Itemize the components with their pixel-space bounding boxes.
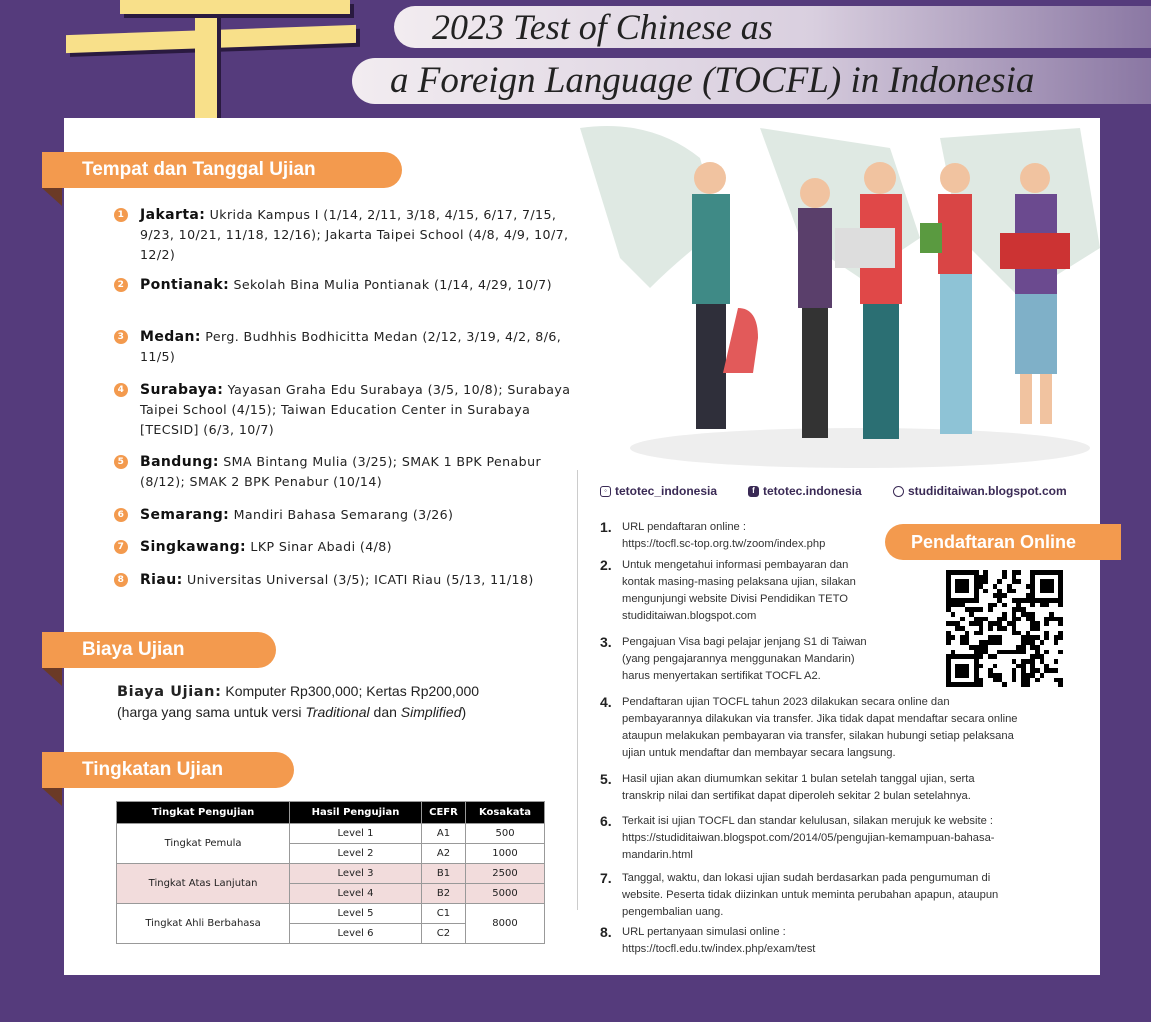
note-item [600, 694, 1018, 762]
fee-text: Komputer Rp300,000; Kertas Rp200,000 [225, 683, 480, 699]
cefr-cell: B2 [421, 884, 465, 904]
levels-table [116, 801, 545, 944]
note-text: Hasil ujian akan diumumkan sekitar 1 bulan setelah tanggal ujian, serta transkrip nilai dan sertifikat dapat diperoleh sekitar 2 bulan setelahnya. [622, 773, 975, 802]
column-header: Tingkat Pengujian [117, 802, 290, 824]
facebook-icon: f [748, 486, 759, 497]
vocab-cell: 8000 [466, 904, 545, 944]
level-cell: Level 2 [290, 844, 422, 864]
column-header: CEFR [421, 802, 465, 824]
title-line-2: a Foreign Language (TOCFL) in Indonesia [352, 58, 1151, 104]
location-item [114, 505, 574, 525]
column-divider [577, 470, 578, 910]
location-detail: Yayasan Graha Edu Surabaya (3/5, 10/8); Surabaya Taipei School (4/15); Taiwan Education Center in Surabaya [TECSID] (6/3, 10/7) [140, 382, 571, 437]
location-item [114, 205, 574, 265]
fee-note-simplified: Simplified [400, 704, 462, 720]
note-text: Terkait isi ujian TOCFL dan standar kelulusan, silakan merujuk ke website : https://studiditaiwan.blogspot.com/2014/05/pengujian-kemampuan-bahasa- mandarin.html [622, 815, 995, 861]
cefr-cell: A1 [421, 824, 465, 844]
note-number: 7. [600, 870, 612, 886]
location-detail: Perg. Budhhis Bodhicitta Medan (2/12, 3/19, 4/2, 8/6, 11/5) [140, 329, 562, 364]
level-cell: Level 4 [290, 884, 422, 904]
location-item [114, 327, 574, 367]
table-row [117, 824, 545, 844]
level-cell: Level 5 [290, 904, 422, 924]
city-name: Medan: [140, 329, 201, 345]
note-number: 1. [600, 519, 612, 535]
note-text: Pengajuan Visa bagi pelajar jenjang S1 di Taiwan (yang pengajarannya menggunakan Mandarin) harus menyertakan sertifikat TOCFL A2. [622, 636, 867, 682]
note-item [600, 634, 867, 685]
fee-label: Biaya Ujian: [117, 684, 222, 700]
student-figure [920, 163, 972, 434]
note-item [600, 924, 815, 958]
globe-icon [893, 486, 904, 497]
note-item [600, 813, 995, 864]
note-text: URL pendaftaran online : https://tocfl.sc-top.org.tw/zoom/index.php [622, 521, 826, 550]
location-detail: Universitas Universal (3/5); ICATI Riau (5/13, 11/18) [187, 572, 534, 587]
note-item [600, 771, 975, 805]
note-number: 4. [600, 694, 612, 710]
city-name: Riau: [140, 572, 183, 588]
fee-note: (harga yang sama untuk versi [117, 704, 306, 720]
online-registration-header: Pendaftaran Online [885, 524, 1121, 560]
location-detail: LKP Sinar Abadi (4/8) [250, 539, 392, 554]
note-number: 5. [600, 771, 612, 787]
level-cell: Level 6 [290, 924, 422, 944]
city-name: Semarang: [140, 507, 230, 523]
student-figure [798, 178, 832, 438]
website-link[interactable] [893, 484, 1067, 498]
note-number: 8. [600, 924, 612, 940]
note-item [600, 870, 998, 921]
instagram-icon: ◦ [600, 486, 611, 497]
student-figure [692, 162, 758, 429]
title-line-1: 2023 Test of Chinese as [394, 6, 1151, 48]
note-text: Untuk mengetahui informasi pembayaran dan kontak masing-masing pelaksana ujian, silakan mengunjungi website Divisi Pendidikan TETO studiditaiwan.blogspot.com [622, 559, 856, 622]
location-item [114, 537, 574, 557]
website-url: studiditaiwan.blogspot.com [908, 484, 1067, 498]
group-cell: Tingkat Ahli Berbahasa [117, 904, 290, 944]
note-number: 6. [600, 813, 612, 829]
table-row [117, 904, 545, 924]
location-item [114, 380, 574, 440]
city-name: Surabaya: [140, 382, 224, 398]
vocab-cell: 1000 [466, 844, 545, 864]
number-badge: 6 [114, 508, 128, 522]
fee-info [117, 681, 479, 722]
note-item [600, 557, 856, 625]
note-text: Tanggal, waktu, dan lokasi ujian sudah berdasarkan pada pengumuman di website. Peserta tidak diizinkan untuk meminta perubahan apapun, ataupun pengembalian uang. [622, 872, 999, 918]
fee-note: ) [461, 704, 467, 720]
number-badge: 7 [114, 540, 128, 554]
note-number: 3. [600, 634, 612, 650]
city-name: Singkawang: [140, 539, 246, 555]
column-header: Kosakata [466, 802, 545, 824]
city-name: Pontianak: [140, 277, 230, 293]
location-detail: Mandiri Bahasa Semarang (3/26) [233, 507, 454, 522]
section-header-levels: Tingkatan Ujian [42, 752, 294, 788]
number-badge: 5 [114, 455, 128, 469]
facebook-link[interactable] [748, 484, 862, 498]
location-item [114, 452, 574, 492]
instagram-link[interactable] [600, 484, 717, 498]
location-detail: Ukrida Kampus I (1/14, 2/11, 3/18, 4/15, 6/17, 7/15, 9/23, 10/21, 11/18, 12/16); Jakarta Taipei School (4/8, 4/9, 10/7, 12/2) [140, 207, 569, 262]
location-item [114, 275, 574, 295]
number-badge: 3 [114, 330, 128, 344]
qr-module [1058, 682, 1063, 687]
location-detail: SMA Bintang Mulia (3/25); SMAK 1 BPK Penabur (8/12); SMAK 2 BPK Penabur (10/14) [140, 454, 542, 489]
instagram-handle: tetotec_indonesia [615, 484, 718, 498]
group-cell: Tingkat Pemula [117, 824, 290, 864]
group-cell: Tingkat Atas Lanjutan [117, 864, 290, 904]
cefr-cell: A2 [421, 844, 465, 864]
vocab-cell: 2500 [466, 864, 545, 884]
level-cell: Level 1 [290, 824, 422, 844]
number-badge: 4 [114, 383, 128, 397]
vocab-cell: 5000 [466, 884, 545, 904]
students-illustration [560, 118, 1100, 468]
number-badge: 1 [114, 208, 128, 222]
qr-code[interactable] [946, 570, 1063, 687]
column-header: Hasil Pengujian [290, 802, 422, 824]
level-cell: Level 3 [290, 864, 422, 884]
number-badge: 8 [114, 573, 128, 587]
location-item [114, 570, 574, 590]
note-text: URL pertanyaan simulasi online : https://tocfl.edu.tw/index.php/exam/test [622, 926, 816, 955]
table-header-row [117, 802, 545, 824]
location-detail: Sekolah Bina Mulia Pontianak (1/14, 4/29, 10/7) [233, 277, 552, 292]
number-badge: 2 [114, 278, 128, 292]
cefr-cell: C1 [421, 904, 465, 924]
cefr-cell: C2 [421, 924, 465, 944]
fee-note: dan [369, 704, 401, 720]
cefr-cell: B1 [421, 864, 465, 884]
section-header-places: Tempat dan Tanggal Ujian [42, 152, 402, 188]
note-text: Pendaftaran ujian TOCFL tahun 2023 dilakukan secara online dan pembayarannya dilakukan via transfer. Jika tidak dapat mendaftar secara online ataupun melakukan pembayaran via transfer, silakan hubungi setiap pelaksana ujian untuk mendaftar dan membayar secara langsung. [622, 696, 1018, 759]
facebook-handle: tetotec.indonesia [763, 484, 862, 498]
city-name: Jakarta: [140, 207, 206, 223]
city-name: Bandung: [140, 454, 219, 470]
vocab-cell: 500 [466, 824, 545, 844]
table-row [117, 864, 545, 884]
note-item [600, 519, 825, 553]
note-number: 2. [600, 557, 612, 573]
fee-note-traditional: Traditional [305, 704, 370, 720]
section-header-fee: Biaya Ujian [42, 632, 276, 668]
